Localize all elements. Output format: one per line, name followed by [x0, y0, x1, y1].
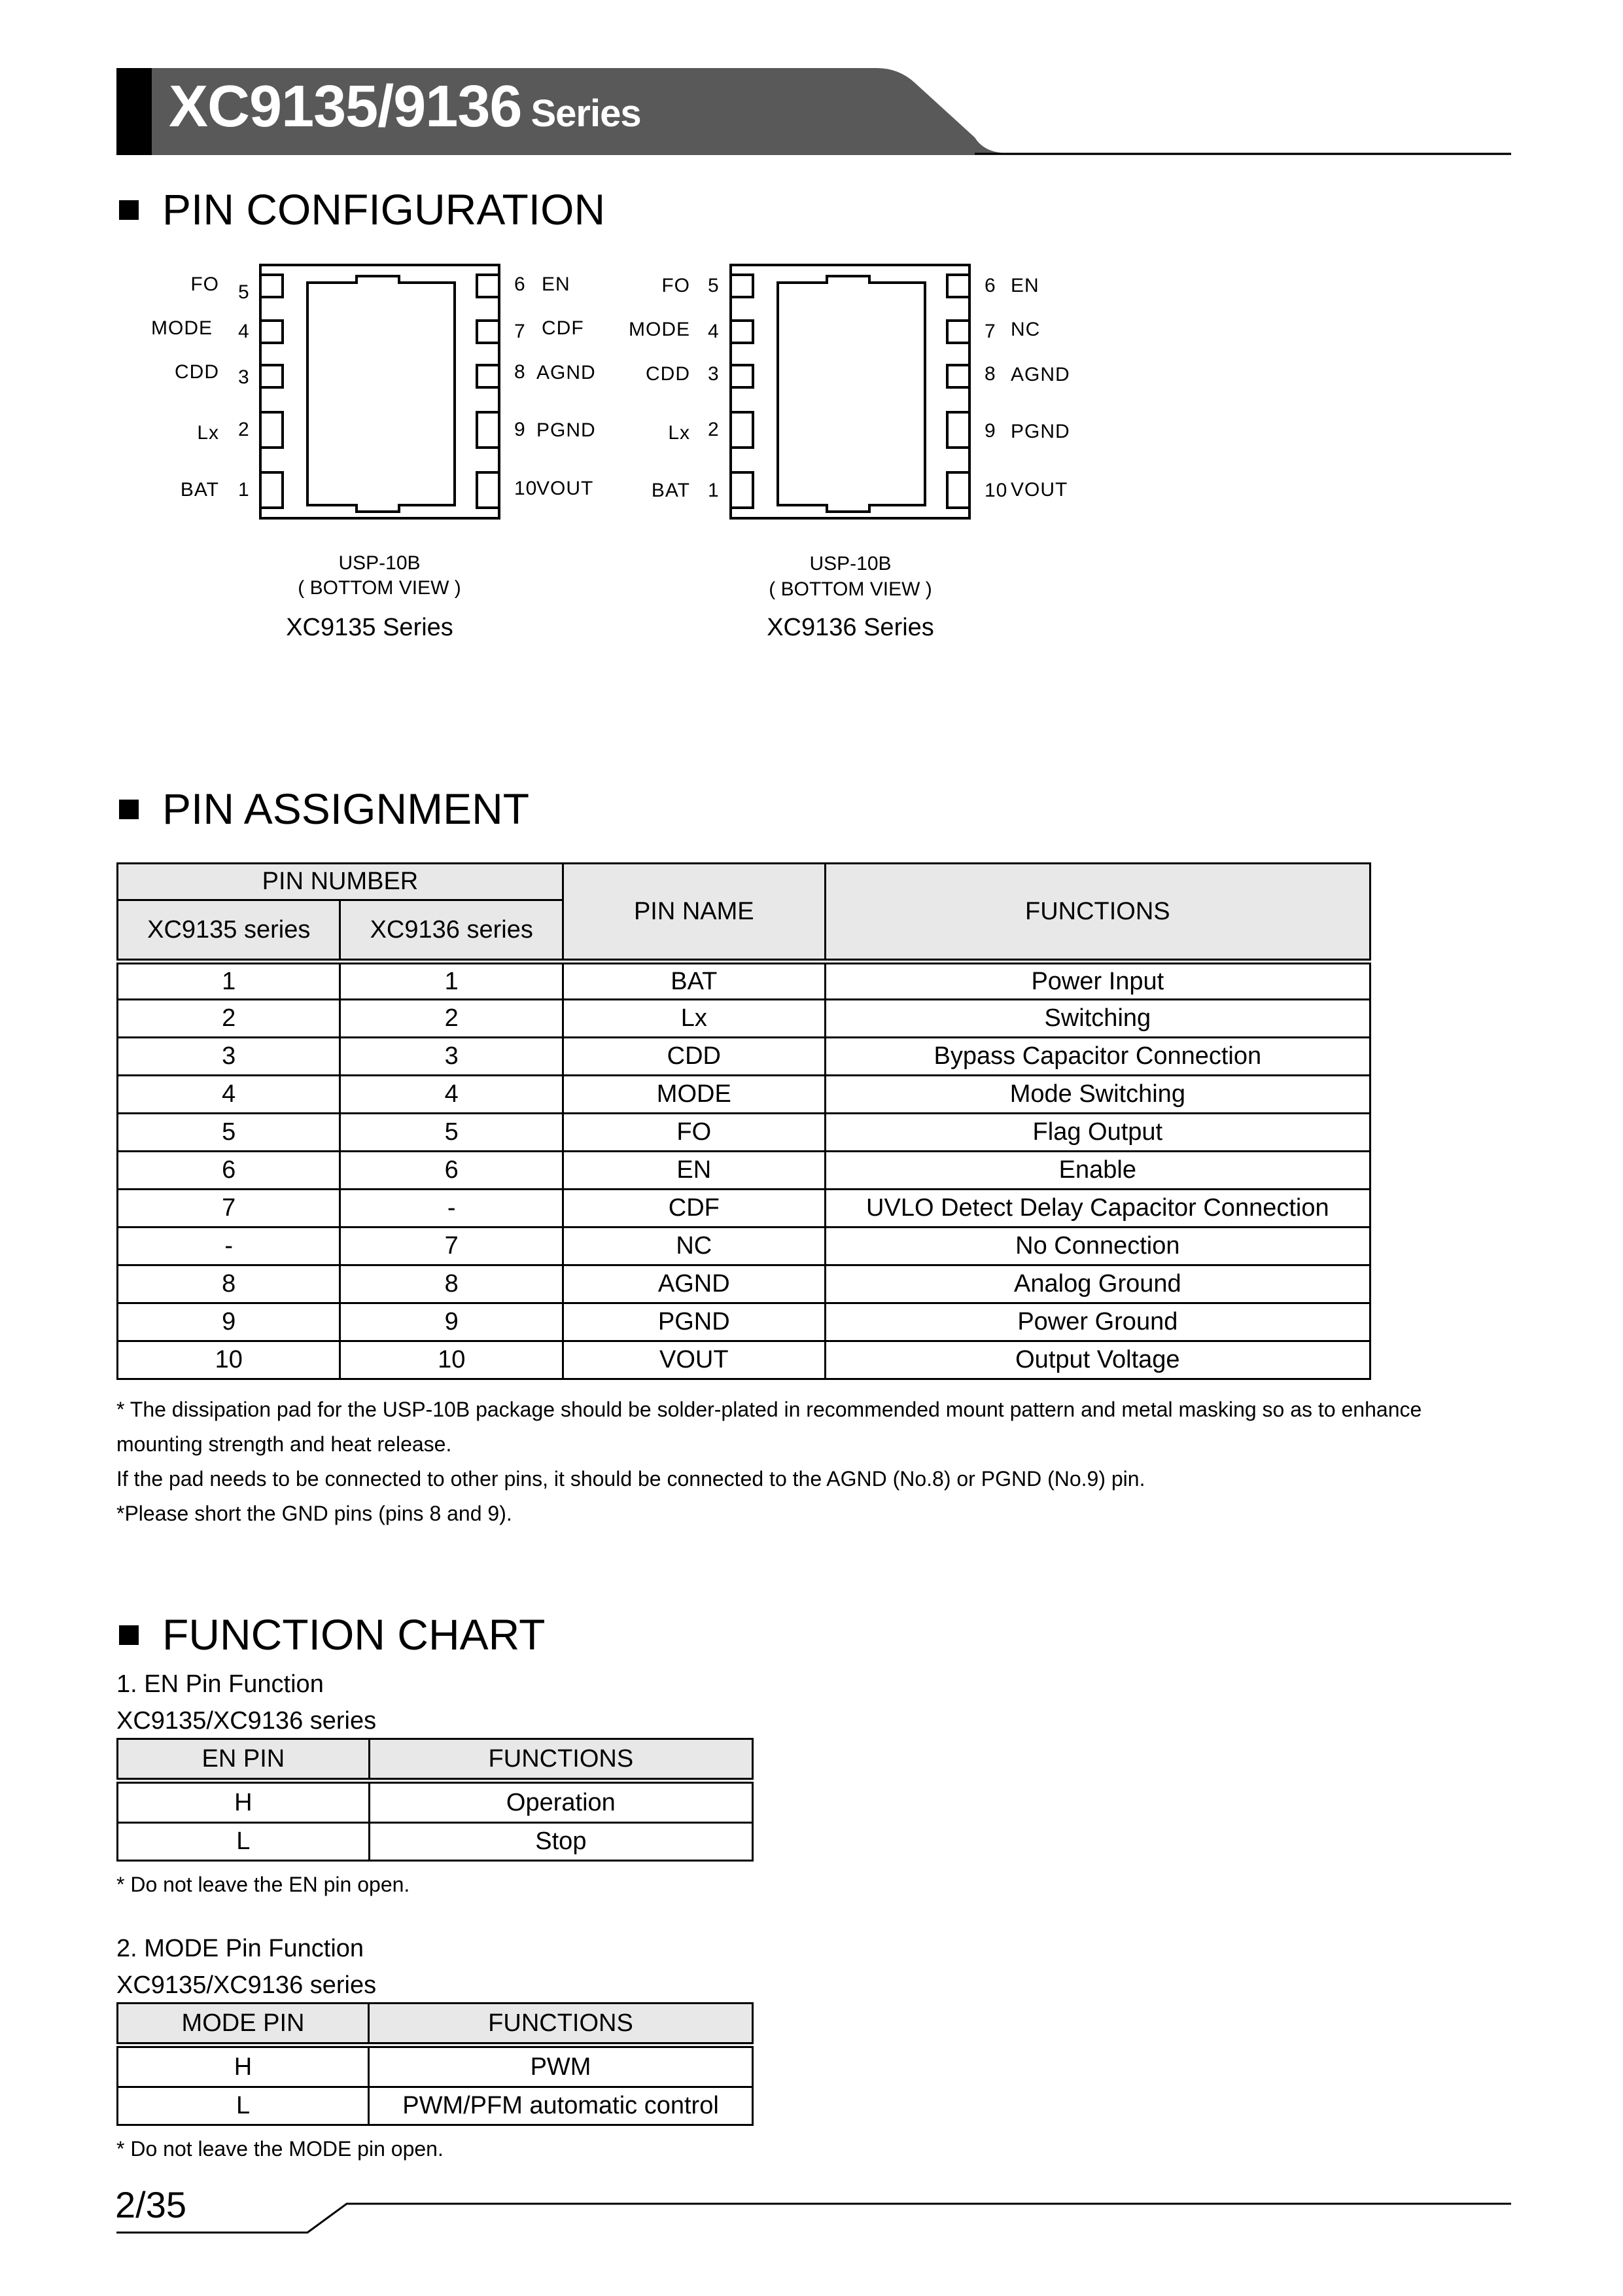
mode-functions-header: FUNCTIONS	[369, 2004, 753, 2045]
pin-number: 2	[238, 419, 250, 440]
pin-label-lx: Lx	[197, 422, 219, 444]
page-number: 2/35	[115, 2184, 186, 2225]
pin-label-agnd: AGND	[536, 362, 596, 383]
mode-pin-note: * Do not leave the MODE pin open.	[116, 2137, 444, 2161]
pin-name-cell: VOUT	[563, 1341, 825, 1379]
pin-name-cell: CDF	[563, 1190, 825, 1227]
function-cell: Mode Switching	[825, 1076, 1370, 1114]
xc9135-pin-cell: 7	[118, 1190, 340, 1227]
xc9136-pin-cell: 2	[340, 1000, 563, 1038]
function-cell: Enable	[825, 1152, 1370, 1190]
series-name: XC9135/9136	[169, 74, 522, 139]
table-row	[118, 1076, 1370, 1114]
table-row	[118, 1152, 1370, 1190]
pin-label-mode: MODE	[629, 319, 690, 340]
mode-function-cell: PWM	[369, 2045, 753, 2087]
pin-number: 3	[238, 366, 250, 388]
xc9135-pin-cell: 5	[118, 1114, 340, 1152]
function-cell: Flag Output	[825, 1114, 1370, 1152]
pin-number: 4	[708, 321, 720, 342]
pin-label-vout: VOUT	[1011, 479, 1068, 501]
pad-note-line-3: If the pad needs to be connected to other pins, it should be connected to the AGND (No.8) or PGND (No.9) pin.	[116, 1467, 1145, 1491]
pin-label-lx: Lx	[668, 422, 690, 444]
xc9135-pin-cell: 2	[118, 1000, 340, 1038]
pin-number: 9	[985, 420, 996, 442]
pin-number: 5	[238, 281, 250, 303]
xc9136-pin-cell: 7	[340, 1227, 563, 1265]
en-function-title: 1. EN Pin Function	[116, 1670, 324, 1698]
pin-number: 7	[985, 321, 996, 342]
pin-label-fo: FO	[661, 275, 690, 296]
mode-series-label: XC9135/XC9136 series	[116, 1971, 377, 1999]
xc9136-pin-cell: 6	[340, 1152, 563, 1190]
function-cell: Switching	[825, 1000, 1370, 1038]
en-level-cell: L	[118, 1823, 370, 1861]
pin-name-header: PIN NAME	[563, 864, 825, 962]
mode-level-cell: L	[118, 2087, 369, 2125]
pin-label-cdf: CDF	[542, 317, 584, 339]
functions-header: FUNCTIONS	[825, 864, 1370, 962]
pin-number: 6	[985, 275, 996, 296]
pin-label-agnd: AGND	[1011, 364, 1070, 385]
en-function-cell: Operation	[369, 1781, 752, 1823]
pin-label-nc: NC	[1011, 319, 1041, 340]
pin-number: 5	[708, 275, 720, 296]
package-outline-xc9136	[0, 0, 1623, 589]
pad-note-line-1: * The dissipation pad for the USP-10B package should be solder-plated in recommended mount pattern and metal masking so as to enhance	[116, 1398, 1422, 1421]
bullet-square-icon	[119, 1625, 139, 1645]
en-series-label: XC9135/XC9136 series	[116, 1707, 377, 1735]
pin-name-cell: CDD	[563, 1038, 825, 1076]
pad-note-line-2: mounting strength and heat release.	[116, 1432, 452, 1456]
pin-assignment-table	[116, 862, 1371, 1380]
en-pin-table	[116, 1738, 754, 1862]
pin-label-vout: VOUT	[536, 478, 594, 499]
function-cell: Bypass Capacitor Connection	[825, 1038, 1370, 1076]
function-cell: Power Input	[825, 962, 1370, 1000]
xc9136-series-header: XC9136 series	[340, 900, 563, 962]
table-row	[118, 962, 1370, 1000]
xc9135-pin-cell: 6	[118, 1152, 340, 1190]
pin-name-cell: BAT	[563, 962, 825, 1000]
table-row	[118, 1227, 1370, 1265]
xc9136-pin-cell: 3	[340, 1038, 563, 1076]
pin-name-cell: AGND	[563, 1265, 825, 1303]
pin-number: 10	[985, 480, 1008, 501]
table-row	[118, 1341, 1370, 1379]
pin-label-en: EN	[1011, 275, 1039, 296]
table-row	[118, 1114, 1370, 1152]
xc9136-pin-cell: 9	[340, 1303, 563, 1341]
pin-number: 8	[514, 361, 526, 383]
function-cell: Analog Ground	[825, 1265, 1370, 1303]
pin-label-pgnd: PGND	[536, 419, 596, 441]
pin-name-cell: NC	[563, 1227, 825, 1265]
pin-number: 6	[514, 274, 526, 295]
xc9135-pin-cell: 8	[118, 1265, 340, 1303]
table-row	[118, 1000, 1370, 1038]
xc9136-pin-cell: 8	[340, 1265, 563, 1303]
section-heading-pin-assignment: PIN ASSIGNMENT	[119, 783, 529, 835]
xc9136-pin-cell: 5	[340, 1114, 563, 1152]
bullet-square-icon	[119, 800, 139, 819]
table-row	[118, 1265, 1370, 1303]
xc9135-pin-cell: 9	[118, 1303, 340, 1341]
xc9135-pin-cell: 3	[118, 1038, 340, 1076]
pin-number: 2	[708, 419, 720, 440]
xc9135-series-header: XC9135 series	[118, 900, 340, 962]
en-pin-note: * Do not leave the EN pin open.	[116, 1873, 410, 1896]
xc9136-pin-cell: 1	[340, 962, 563, 1000]
en-pin-header: EN PIN	[118, 1739, 370, 1781]
pin-name-cell: MODE	[563, 1076, 825, 1114]
pin-number: 3	[708, 363, 720, 385]
xc9136-pin-cell: 4	[340, 1076, 563, 1114]
xc9135-pin-cell: 1	[118, 962, 340, 1000]
en-level-cell: H	[118, 1781, 370, 1823]
xc9136-pin-cell: 10	[340, 1341, 563, 1379]
pin-number: 8	[985, 363, 996, 385]
function-cell: Output Voltage	[825, 1341, 1370, 1379]
pin-label-mode: MODE	[151, 317, 213, 339]
pin-name-cell: Lx	[563, 1000, 825, 1038]
table-row	[118, 1190, 1370, 1227]
pin-label-fo: FO	[190, 274, 219, 295]
function-cell: UVLO Detect Delay Capacitor Connection	[825, 1190, 1370, 1227]
en-functions-header: FUNCTIONS	[369, 1739, 752, 1781]
table-row	[118, 1303, 1370, 1341]
xc9135-pin-cell: 4	[118, 1076, 340, 1114]
pin-name-cell: PGND	[563, 1303, 825, 1341]
pin-number: 1	[708, 480, 720, 501]
mode-pin-header: MODE PIN	[118, 2004, 369, 2045]
footer-rule	[0, 2192, 1623, 2238]
function-cell: Power Ground	[825, 1303, 1370, 1341]
pin-assignment-rows	[118, 962, 1370, 1379]
pin-label-cdd: CDD	[175, 361, 219, 383]
package-name: USP-10B	[338, 552, 421, 574]
gnd-short-note: *Please short the GND pins (pins 8 and 9).	[116, 1502, 512, 1525]
pin-number: 7	[514, 321, 526, 342]
package-name: USP-10B	[809, 553, 892, 574]
diagram-caption-xc9136: XC9136 Series	[767, 614, 934, 641]
pin-number: 1	[238, 479, 250, 501]
function-cell: No Connection	[825, 1227, 1370, 1265]
xc9135-pin-cell: 10	[118, 1341, 340, 1379]
view-label: ( BOTTOM VIEW )	[298, 577, 461, 599]
en-function-cell: Stop	[369, 1823, 752, 1861]
pin-label-pgnd: PGND	[1011, 421, 1070, 442]
pin-number: 9	[514, 419, 526, 440]
mode-function-cell: PWM/PFM automatic control	[369, 2087, 753, 2125]
pin-name-cell: FO	[563, 1114, 825, 1152]
mode-level-cell: H	[118, 2045, 369, 2087]
xc9136-pin-cell: -	[340, 1190, 563, 1227]
mode-pin-table	[116, 2002, 754, 2126]
pin-name-cell: EN	[563, 1152, 825, 1190]
pin-label-bat: BAT	[180, 479, 219, 501]
section-heading-pin-configuration: PIN CONFIGURATION	[119, 183, 605, 236]
mode-function-title: 2. MODE Pin Function	[116, 1935, 364, 1962]
pin-label-cdd: CDD	[646, 363, 690, 385]
table-row	[118, 1038, 1370, 1076]
diagram-caption-xc9135: XC9135 Series	[286, 614, 453, 641]
view-label: ( BOTTOM VIEW )	[769, 578, 932, 600]
xc9135-pin-cell: -	[118, 1227, 340, 1265]
pin-number: 4	[238, 321, 250, 342]
pin-label-en: EN	[542, 274, 570, 295]
series-suffix: Series	[531, 92, 641, 135]
pin-number-header: PIN NUMBER	[118, 864, 563, 900]
pin-number: 10	[514, 478, 538, 499]
section-heading-function-chart: FUNCTION CHART	[119, 1608, 545, 1661]
pin-label-bat: BAT	[651, 480, 690, 501]
